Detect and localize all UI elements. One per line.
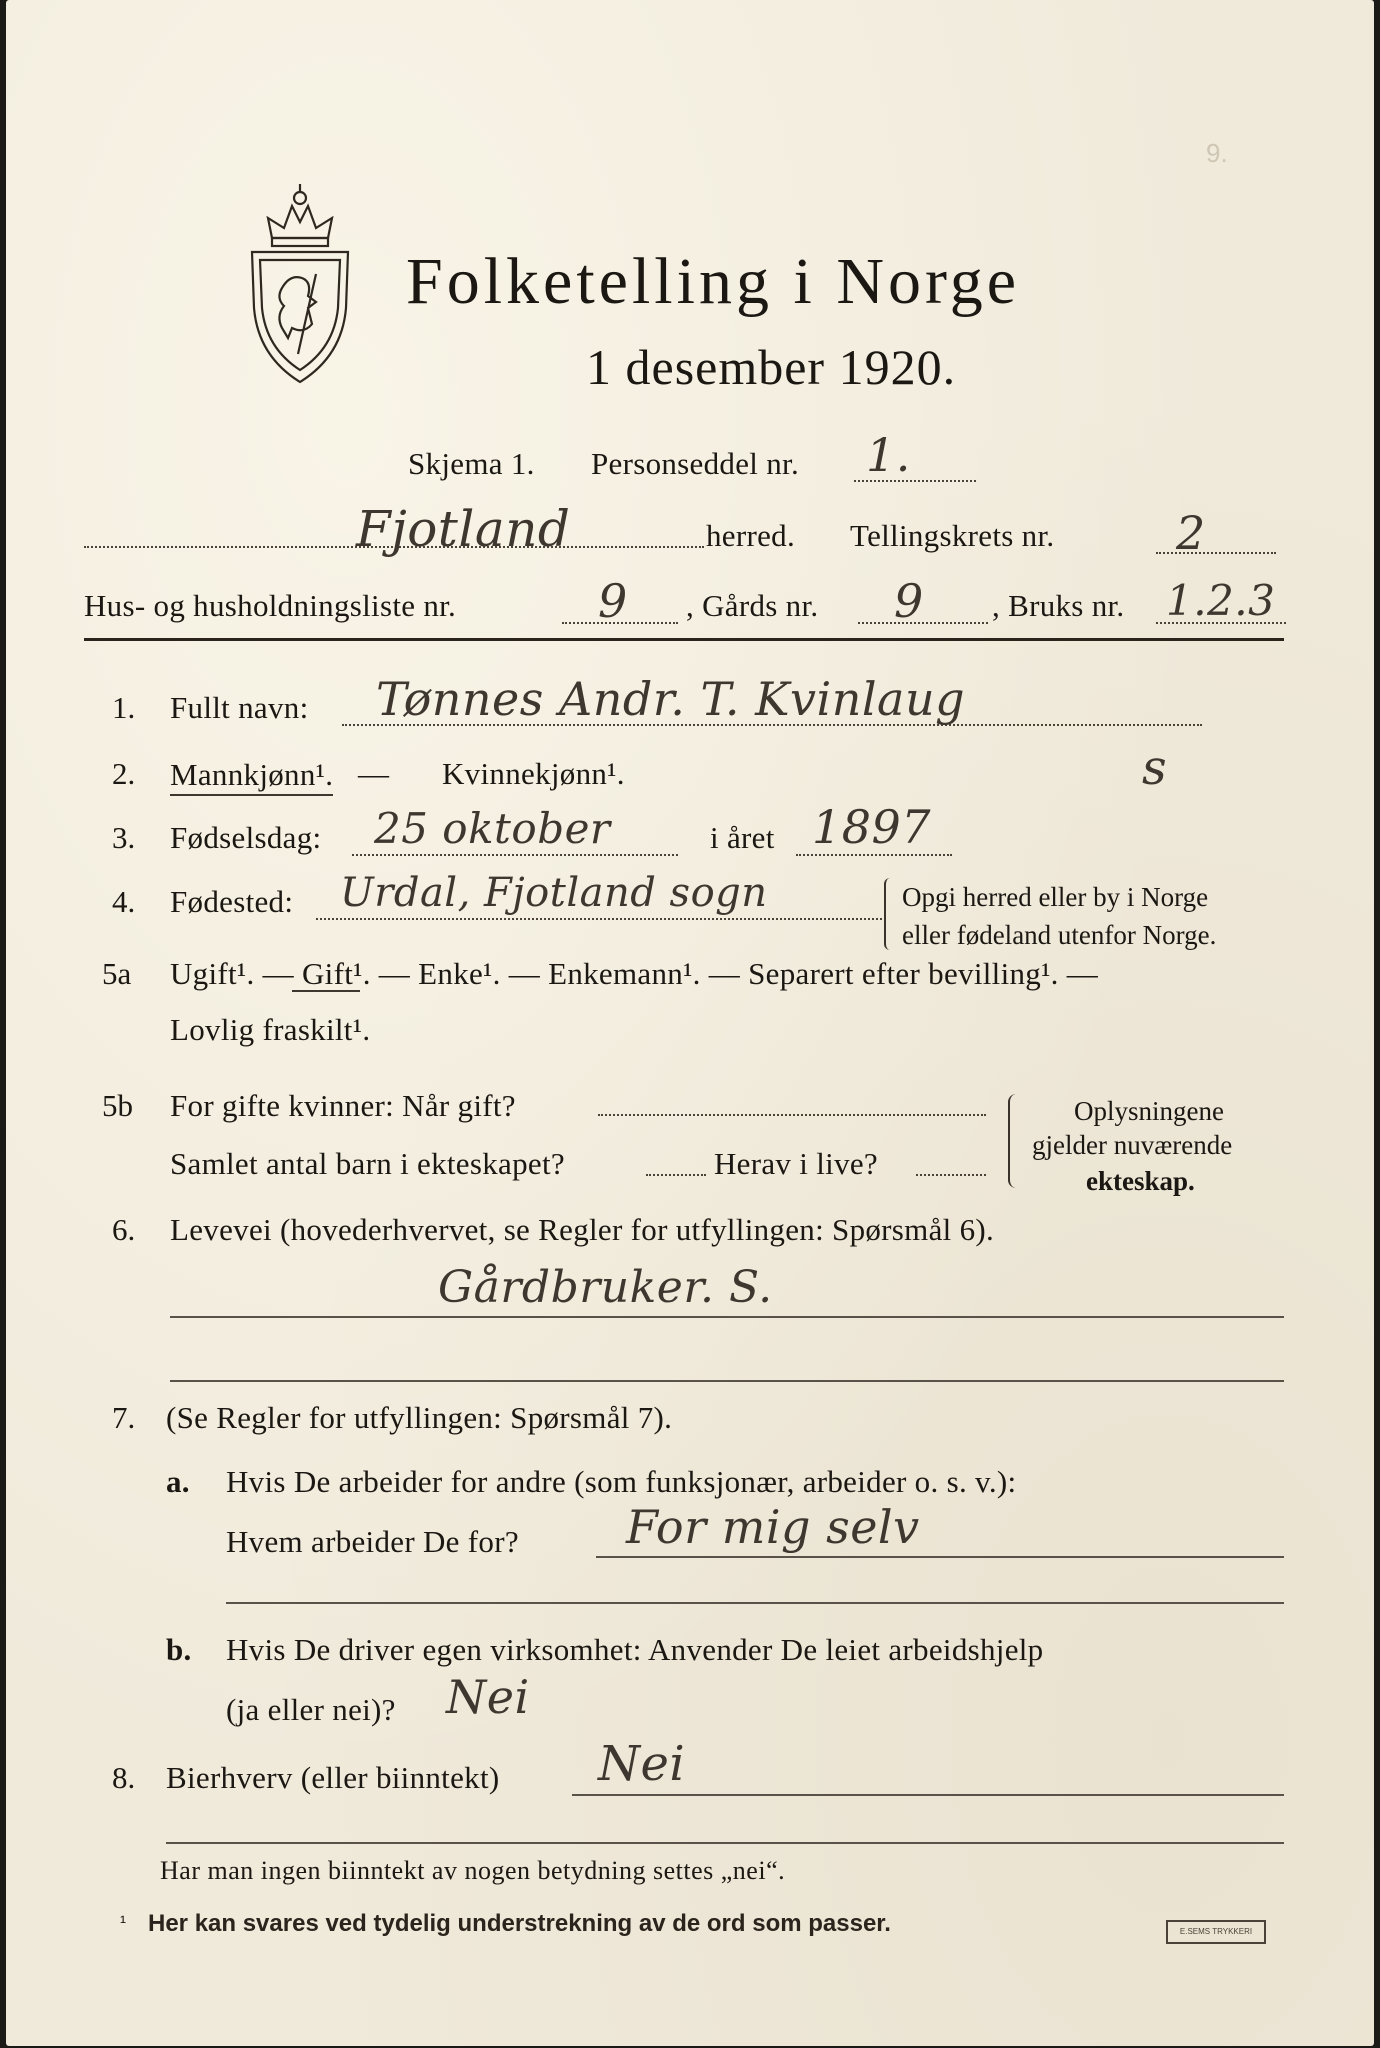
q7-label: (Se Regler for utfyllingen: Spørsmål 7). [166,1400,673,1435]
gards-value[interactable]: 9 [894,574,924,628]
skjema-label: Skjema 1. [408,446,535,481]
q3-birthday-value[interactable]: 25 oktober [374,804,611,853]
q6-answer-line2 [170,1380,1284,1382]
q3-year-label: i året [710,820,775,855]
q2-female-option[interactable]: Kvinnekjønn¹. [442,756,625,791]
q1-full-name-value[interactable]: Tønnes Andr. T. Kvinlaug [376,672,966,726]
q7a-answer-line [596,1556,1284,1558]
bruks-label: , Bruks nr. [992,588,1125,623]
q2-male-option[interactable]: Mannkjønn¹. [170,756,333,796]
q7a-employer-value[interactable]: For mig selv [626,1500,920,1554]
q7a-answer-line2 [226,1602,1284,1604]
q5b-alive-label: Herav i live? [714,1146,878,1181]
census-form-page [6,0,1374,2046]
q8-answer-line2 [166,1842,1284,1844]
q3-label: Fødselsdag: [170,820,322,855]
q4-note-line1: Opgi herred eller by i Norge [902,882,1209,912]
q1-number: 1. [112,690,136,725]
coat-of-arms-icon [242,178,358,388]
q5b-line1: For gifte kvinner: Når gift? [170,1088,516,1123]
q5b-brace [1008,1094,1020,1188]
q8-label: Bierhverv (eller biinntekt) [166,1760,500,1795]
q5a-options-line2[interactable]: Lovlig fraskilt¹. [170,1012,371,1047]
q4-label: Fødested: [170,884,294,919]
q5b-number: 5b [102,1088,133,1123]
bruks-value[interactable]: 1.2.3 [1166,576,1276,625]
tellingskrets-dotted-line [1156,552,1276,554]
q7a-letter: a. [166,1464,190,1499]
q5b-note2: gjelder nuværende [1032,1130,1233,1160]
q2-mark: s [1142,740,1168,796]
q4-birthplace-value[interactable]: Urdal, Fjotland sogn [340,870,768,916]
q8-number: 8. [112,1760,136,1795]
q6-occupation-value[interactable]: Gårdbruker. S. [438,1262,773,1313]
q5b-children-label: Samlet antal barn i ekteskapet? [170,1146,565,1181]
q3-number: 3. [112,820,136,855]
footer-note: Har man ingen biinntekt av nogen betydning settes „nei“. [160,1856,786,1885]
form-title: Folketelling i Norge [406,245,1021,318]
q5b-children-dotted-line [646,1174,706,1176]
q3-year-dotted-line [796,854,952,856]
q7b-line2: (ja eller nei)? [226,1692,396,1727]
q5b-married-dotted-line [598,1114,986,1116]
q4-number: 4. [112,884,136,919]
printer-stamp: E.SEMS TRYKKERI [1166,1920,1266,1944]
q6-label: Levevei (hovederhvervet, se Regler for utfyllingen: Spørsmål 6). [170,1212,995,1247]
q5a-gift-underline [292,990,360,992]
herred-label: herred. [706,518,796,553]
footnote-mark: ¹ [120,1912,126,1932]
tellingskrets-label: Tellingskrets nr. [850,518,1055,553]
q5b-note3: ekteskap. [1086,1166,1195,1196]
q4-dotted-line [316,918,882,920]
gards-label: , Gårds nr. [686,588,819,623]
q7b-line1: Hvis De driver egen virksomhet: Anvender De leiet arbeidshjelp [226,1632,1044,1667]
q7b-value[interactable]: Nei [446,1670,530,1724]
q5b-alive-dotted-line [916,1174,986,1176]
q4-note-line2: eller fødeland utenfor Norge. [902,920,1217,950]
q7a-line2: Hvem arbeider De for? [226,1524,519,1559]
q2-separator: — [358,756,390,791]
q8-answer-line [572,1794,1284,1796]
q6-number: 6. [112,1212,136,1247]
herred-value[interactable]: Fjotland [356,500,571,558]
q3-year-value[interactable]: 1897 [812,800,932,854]
q1-label: Fullt navn: [170,690,309,725]
husliste-label: Hus- og husholdningsliste nr. [84,588,457,623]
q4-brace [884,878,894,950]
header-separator [84,638,1284,641]
q5a-number: 5a [102,956,132,991]
q2-number: 2. [112,756,136,791]
husliste-value[interactable]: 9 [598,574,628,628]
census-date: 1 desember 1920. [586,339,957,395]
footnote-text: Her kan svares ved tydelig understrekning av de ord som passer. [148,1910,891,1937]
q3-dotted-line [352,854,678,856]
q5a-options-line1[interactable]: Ugift¹. — Gift¹. — Enke¹. — Enkemann¹. — Separert efter bevilling¹. — [170,956,1099,991]
bleed-through-text: 9. [1206,138,1228,168]
q8-value[interactable]: Nei [598,1736,686,1792]
q7a-line1: Hvis De arbeider for andre (som funksjonær, arbeider o. s. v.): [226,1464,1017,1499]
personseddel-value[interactable]: 1. [866,428,911,482]
personseddel-label: Personseddel nr. [591,446,799,481]
q7b-letter: b. [166,1632,192,1667]
tellingskrets-value[interactable]: 2 [1176,506,1206,560]
q5b-note1: Oplysningene [1074,1096,1224,1126]
q7-number: 7. [112,1400,136,1435]
q6-answer-line1 [170,1316,1284,1318]
